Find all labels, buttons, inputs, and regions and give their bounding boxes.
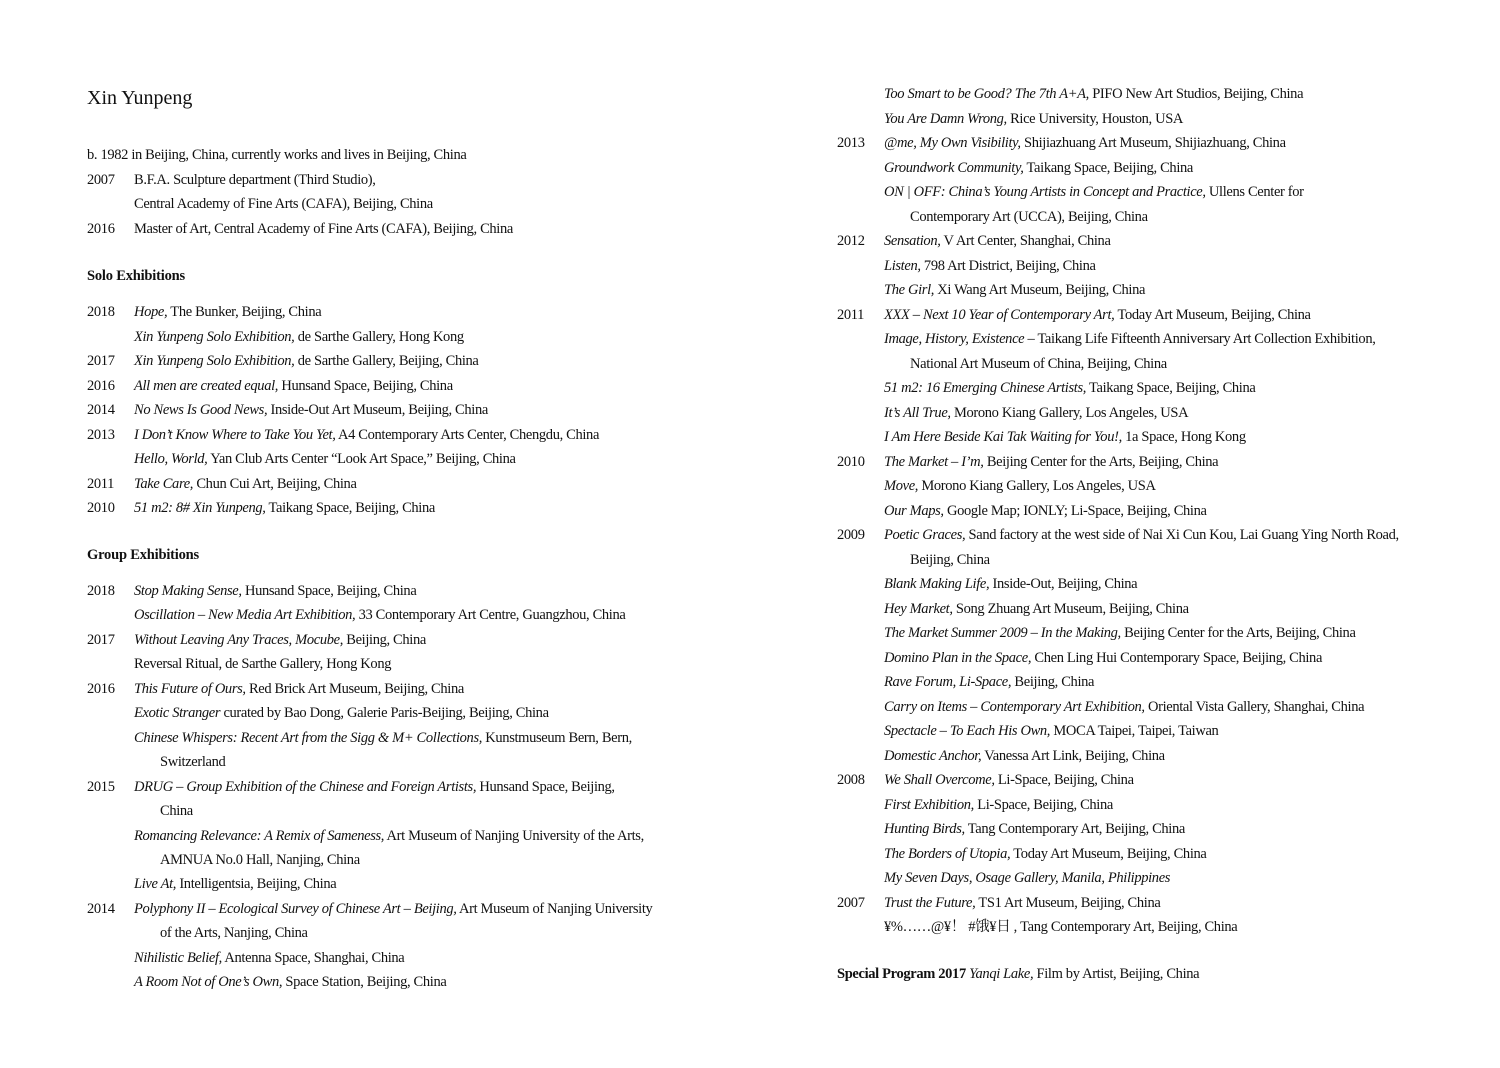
- exhibition-details: Tang Contemporary Art, Beijing, China: [964, 821, 1185, 837]
- exhibition-details: Google Map; IONLY; Li-Space, Beijing, China: [943, 502, 1207, 519]
- exhibition-text: [884, 719, 1218, 743]
- exhibition-text: [884, 156, 1193, 180]
- exhibition-text: [884, 107, 1183, 131]
- special-program-text: [837, 962, 1199, 986]
- exhibition-details: Chun Cui Art, Beijing, China: [193, 475, 357, 492]
- year: 2015: [87, 778, 115, 795]
- exhibition-title: The Girl,: [884, 282, 935, 298]
- exhibition-text: [884, 523, 1399, 547]
- exhibition-details: National Art Museum of China, Beijing, China: [910, 355, 1167, 372]
- exhibition-details: Art Museum of Nanjing University of the Arts,: [384, 827, 644, 844]
- year: 2009: [837, 527, 865, 543]
- exhibition-title: You Are Damn Wrong,: [884, 110, 1007, 127]
- exhibition-text: [884, 425, 1246, 449]
- exhibition-title: Trust the Future,: [884, 894, 976, 911]
- exhibition-details: of the Arts, Nanjing, China: [160, 925, 308, 942]
- year: 2018: [87, 304, 115, 320]
- exhibition-details: Rice University, Houston, USA: [1006, 110, 1184, 127]
- exhibition-details: Today Art Museum, Beijing, China: [1010, 845, 1207, 862]
- exhibition-details: Today Art Museum, Beijing, China: [1114, 306, 1311, 323]
- exhibition-text: [884, 131, 1286, 155]
- exhibition-text: [134, 726, 632, 750]
- exhibition-details: Vanessa Art Link, Beijing, China: [981, 747, 1165, 764]
- exhibition-title: Move,: [884, 478, 919, 494]
- exhibition-details: de Sarthe Gallery, Hong Kong: [294, 328, 464, 345]
- exhibition-details: Beijing Center for the Arts, Beijing, China: [1120, 625, 1356, 641]
- exhibition-text: [160, 921, 308, 945]
- exhibition-details: Sand factory at the west side of Nai Xi Cun Kou, Lai Guang Ying North Road,: [965, 527, 1399, 543]
- exhibition-text: [884, 621, 1356, 645]
- exhibition-title: Too Smart to be Good? The 7th A+A,: [884, 86, 1089, 102]
- exhibition-details: Morono Kiang Gallery, Los Angeles, USA: [918, 478, 1156, 494]
- exhibition-title: Take Care,: [134, 475, 194, 492]
- exhibition-title: It’s All True,: [884, 404, 951, 421]
- exhibition-text: [134, 824, 644, 848]
- exhibition-title: Sensation,: [884, 233, 941, 249]
- exhibition-text: [884, 891, 1160, 915]
- exhibition-details: V Art Center, Shanghai, China: [940, 233, 1111, 249]
- exhibition-title: Stop Making Sense,: [134, 583, 242, 599]
- year: 2007: [837, 894, 865, 911]
- exhibition-title: Polyphony II – Ecological Survey of Chinese Art – Beijing,: [134, 900, 457, 917]
- exhibition-title: @me, My Own Visibility,: [884, 135, 1021, 151]
- exhibition-text: [134, 374, 453, 398]
- exhibition-title: Domino Plan in the Space,: [884, 649, 1032, 666]
- year: 2014: [87, 900, 115, 917]
- exhibition-title: Without Leaving Any Traces, Mocube,: [134, 631, 343, 648]
- exhibition-text: [884, 572, 1137, 596]
- exhibition-title: Carry on Items – Contemporary Art Exhibition,: [884, 698, 1145, 715]
- exhibition-title: Hunting Birds,: [884, 821, 965, 837]
- exhibition-title: 51 m2: 8# Xin Yunpeng,: [134, 500, 266, 516]
- exhibition-details: Morono Kiang Gallery, Los Angeles, USA: [950, 404, 1189, 421]
- special-rest: Film by Artist, Beijing, China: [1033, 966, 1200, 982]
- exhibition-details: Oriental Vista Gallery, Shanghai, China: [1144, 698, 1365, 715]
- year: 2011: [837, 306, 865, 323]
- exhibition-details: Beijing, China: [910, 551, 990, 568]
- exhibition-text: [134, 325, 464, 349]
- exhibition-details: Song Zhuang Art Museum, Beijing, China: [952, 600, 1189, 617]
- exhibition-details: Beijing Center for the Arts, Beijing, China: [983, 453, 1219, 470]
- exhibition-title: Exotic Stranger: [134, 705, 221, 722]
- exhibition-title: Xin Yunpeng Solo Exhibition,: [134, 353, 295, 369]
- exhibition-details: Intelligentsia, Beijing, China: [176, 876, 337, 893]
- exhibition-title: Live At,: [134, 876, 177, 893]
- exhibition-title: Blank Making Life,: [884, 576, 990, 592]
- exhibition-text: [134, 496, 435, 520]
- education-text: Central Academy of Fine Arts (CAFA), Beijing, China: [134, 196, 433, 212]
- exhibition-text: [134, 652, 391, 676]
- exhibition-text: [134, 775, 615, 799]
- exhibition-details: The Bunker, Beijing, China: [167, 304, 322, 320]
- exhibition-text: [884, 670, 1094, 694]
- year: 2016: [87, 680, 115, 697]
- exhibition-text: [884, 499, 1207, 523]
- exhibition-text: [134, 946, 404, 970]
- year: 2012: [837, 233, 865, 249]
- year: 2013: [837, 135, 865, 151]
- exhibition-title: Rave Forum, Li-Space,: [884, 674, 1012, 690]
- year: 2010: [837, 453, 865, 470]
- exhibition-text: [884, 817, 1185, 841]
- exhibition-text: [884, 915, 1237, 939]
- exhibition-title: Spectacle – To Each His Own,: [884, 723, 1051, 739]
- exhibition-text: [134, 447, 516, 471]
- exhibition-details: Art Museum of Nanjing University: [456, 900, 653, 917]
- exhibition-title: The Market Summer 2009 – In the Making,: [884, 625, 1121, 641]
- exhibition-title: Image, History, Existence: [884, 331, 1025, 347]
- exhibition-text: [134, 579, 416, 603]
- exhibition-details: Hunsand Space, Beijing, China: [278, 377, 453, 394]
- exhibition-text: [884, 450, 1218, 474]
- exhibition-title: All men are created equal,: [134, 377, 279, 394]
- exhibition-details: Reversal Ritual, de Sarthe Gallery, Hong Kong: [134, 656, 392, 673]
- exhibition-text: [134, 300, 321, 324]
- special-label: Special Program 2017: [837, 966, 966, 982]
- exhibition-details: Hunsand Space, Beijing, China: [241, 583, 417, 599]
- exhibition-text: [134, 897, 652, 921]
- exhibition-text: [160, 750, 225, 774]
- exhibition-details: Yan Club Arts Center “Look Art Space,” Beijing, China: [207, 451, 516, 467]
- exhibition-details: 33 Contemporary Art Centre, Guangzhou, China: [355, 607, 626, 624]
- exhibition-details: Kunstmuseum Bern, Bern,: [482, 729, 632, 746]
- exhibition-details: Li-Space, Beijing, China: [994, 772, 1134, 788]
- exhibition-details: Taikang Space, Beijing, China: [1023, 159, 1193, 176]
- exhibition-title: XXX – Next 10 Year of Contemporary Art,: [884, 306, 1115, 323]
- year: 2008: [837, 772, 865, 788]
- exhibition-details: curated by Bao Dong, Galerie Paris-Beijing, Beijing, China: [220, 705, 549, 722]
- exhibition-text: [884, 180, 1304, 204]
- exhibition-details: Antenna Space, Shanghai, China: [221, 949, 405, 966]
- exhibition-details: ¥%……@¥！ #饿¥日 , Tang Contemporary Art, Beijing, China: [884, 919, 1238, 935]
- exhibition-details: – Taikang Life Fifteenth Anniversary Art Collection Exhibition,: [1024, 331, 1376, 347]
- exhibition-details: Hunsand Space, Beijing,: [476, 778, 615, 795]
- exhibition-title: Our Maps,: [884, 502, 944, 519]
- exhibition-details: Red Brick Art Museum, Beijing, China: [245, 680, 464, 697]
- year: 2007: [87, 172, 115, 188]
- exhibition-title: Listen,: [884, 257, 921, 274]
- exhibition-title: DRUG – Group Exhibition of the Chinese and Foreign Artists,: [134, 778, 477, 795]
- exhibition-details: Xi Wang Art Museum, Beijing, China: [934, 282, 1146, 298]
- exhibition-text: [134, 677, 464, 701]
- year: 2013: [87, 426, 115, 443]
- exhibition-title: A Room Not of One’s Own,: [134, 974, 283, 991]
- artist-name: Xin Yunpeng: [87, 87, 193, 109]
- exhibition-details: A4 Contemporary Arts Center, Chengdu, China: [335, 426, 600, 443]
- exhibition-text: [910, 548, 990, 572]
- exhibition-title: Romancing Relevance: A Remix of Sameness,: [134, 827, 385, 844]
- year: 2011: [87, 475, 115, 492]
- exhibition-details: Switzerland: [160, 754, 226, 771]
- exhibition-title: First Exhibition,: [884, 796, 974, 813]
- education-text: B.F.A. Sculpture department (Third Studio),: [134, 172, 376, 188]
- exhibition-details: Taikang Space, Beijing, China: [265, 500, 435, 516]
- exhibition-details: MOCA Taipei, Taipei, Taiwan: [1050, 723, 1219, 739]
- exhibition-text: [884, 474, 1156, 498]
- exhibition-title: 51 m2: 16 Emerging Chinese Artists,: [884, 380, 1087, 396]
- year: 2016: [87, 377, 115, 394]
- exhibition-details: 1a Space, Hong Kong: [1121, 429, 1246, 445]
- exhibition-text: [134, 398, 488, 422]
- exhibition-title: I Am Here Beside Kai Tak Waiting for You!,: [884, 429, 1122, 445]
- exhibition-details: China: [160, 803, 193, 820]
- exhibition-text: [884, 229, 1111, 253]
- exhibition-details: Taikang Space, Beijing, China: [1086, 380, 1256, 396]
- exhibition-details: Contemporary Art (UCCA), Beijing, China: [910, 208, 1148, 225]
- year: 2018: [87, 583, 115, 599]
- exhibition-text: [134, 970, 446, 994]
- group-heading: Group Exhibitions: [87, 547, 199, 563]
- exhibition-details: Shijiazhuang Art Museum, Shijiazhuang, China: [1020, 135, 1286, 151]
- exhibition-title: Domestic Anchor,: [884, 747, 982, 764]
- exhibition-text: [884, 303, 1311, 327]
- exhibition-title: We Shall Overcome,: [884, 772, 995, 788]
- exhibition-text: [884, 327, 1376, 351]
- exhibition-text: [884, 768, 1134, 792]
- exhibition-title: Nihilistic Belief,: [134, 949, 222, 966]
- exhibition-details: de Sarthe Gallery, Beijing, China: [294, 353, 479, 369]
- exhibition-title: The Market – I’m,: [884, 453, 984, 470]
- exhibition-title: Chinese Whispers: Recent Art from the Sigg & M+ Collections,: [134, 729, 483, 746]
- exhibition-details: Li-Space, Beijing, China: [973, 796, 1113, 813]
- year: 2016: [87, 221, 115, 237]
- exhibition-text: [160, 799, 193, 823]
- exhibition-details: 798 Art District, Beijing, China: [920, 257, 1096, 274]
- exhibition-title: ON | OFF: China’s Young Artists in Concept and Practice,: [884, 184, 1206, 200]
- year: 2014: [87, 402, 115, 418]
- exhibition-details: Space Station, Beijing, China: [282, 974, 447, 991]
- year: 2017: [87, 631, 115, 648]
- exhibition-text: [884, 695, 1364, 719]
- exhibition-text: [134, 603, 625, 627]
- exhibition-text: [134, 472, 357, 496]
- exhibition-text: [134, 423, 599, 447]
- exhibition-text: [884, 793, 1113, 817]
- exhibition-text: [160, 848, 360, 872]
- exhibition-text: [134, 349, 479, 373]
- exhibition-title: The Borders of Utopia,: [884, 845, 1011, 862]
- solo-heading: Solo Exhibitions: [87, 268, 185, 284]
- exhibition-text: [884, 401, 1188, 425]
- exhibition-title: My Seven Days, Osage Gallery, Manila, Philippines: [884, 870, 1171, 886]
- exhibition-details: Inside-Out Art Museum, Beijing, China: [267, 402, 488, 418]
- exhibition-details: Chen Ling Hui Contemporary Space, Beijing, China: [1031, 649, 1323, 666]
- exhibition-title: Hope,: [134, 304, 168, 320]
- exhibition-title: Groundwork Community,: [884, 159, 1024, 176]
- exhibition-title: This Future of Ours,: [134, 680, 246, 697]
- exhibition-title: Oscillation – New Media Art Exhibition,: [134, 607, 356, 624]
- exhibition-text: [884, 744, 1165, 768]
- exhibition-title: Hello, World,: [134, 451, 208, 467]
- exhibition-text: [134, 628, 426, 652]
- exhibition-text: [884, 597, 1189, 621]
- exhibition-details: Ullens Center for: [1205, 184, 1304, 200]
- exhibition-details: Inside-Out, Beijing, China: [989, 576, 1138, 592]
- exhibition-text: [134, 701, 549, 725]
- year: 2010: [87, 500, 115, 516]
- exhibition-details: PIFO New Art Studios, Beijing, China: [1088, 86, 1304, 102]
- exhibition-text: [910, 205, 1148, 229]
- exhibition-text: [884, 254, 1096, 278]
- exhibition-details: Beijing, China: [1011, 674, 1095, 690]
- exhibition-details: TS1 Art Museum, Beijing, China: [975, 894, 1161, 911]
- exhibition-text: [134, 872, 336, 896]
- exhibition-title: Poetic Graces,: [884, 527, 966, 543]
- exhibition-text: [884, 278, 1145, 302]
- exhibition-title: No News Is Good News,: [134, 402, 268, 418]
- exhibition-title: I Don’t Know Where to Take You Yet,: [134, 426, 336, 443]
- year: 2017: [87, 353, 115, 369]
- exhibition-title: Xin Yunpeng Solo Exhibition,: [134, 328, 295, 345]
- exhibition-text: [884, 82, 1303, 106]
- exhibition-details: Beijing, China: [342, 631, 426, 648]
- exhibition-text: [884, 866, 1170, 890]
- exhibition-text: [884, 842, 1207, 866]
- exhibition-text: [884, 376, 1255, 400]
- exhibition-details: AMNUA No.0 Hall, Nanjing, China: [160, 851, 360, 868]
- birth-text: b. 1982 in Beijing, China, currently works and lives in Beijing, China: [87, 147, 467, 163]
- exhibition-text: [910, 352, 1167, 376]
- exhibition-title: Hey Market,: [884, 600, 953, 617]
- special-title: Yanqi Lake,: [969, 966, 1034, 982]
- education-text: Master of Art, Central Academy of Fine Arts (CAFA), Beijing, China: [134, 221, 513, 237]
- exhibition-text: [884, 646, 1322, 670]
